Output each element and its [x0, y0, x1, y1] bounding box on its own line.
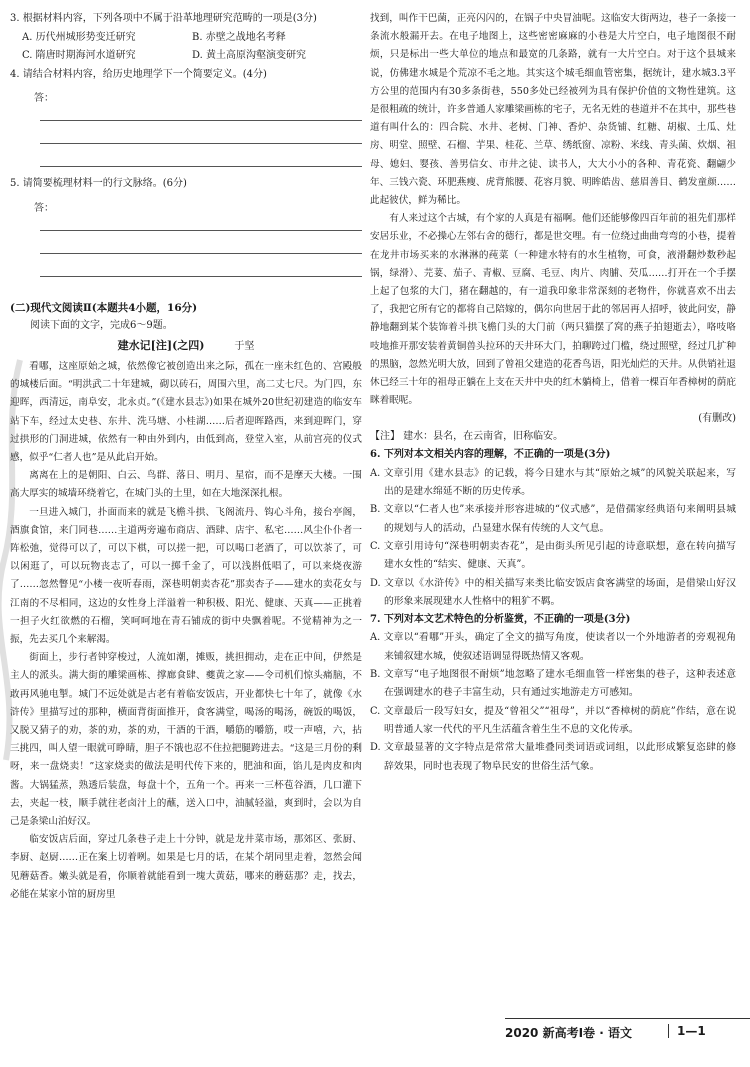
q5-answer-line[interactable]	[40, 254, 362, 277]
footer-exam-label: 2020 新高考Ⅰ卷 · 语文	[505, 1026, 632, 1040]
reading-instruction: 阅读下面的文字，完成6～9题。	[30, 319, 173, 331]
left-column	[10, 10, 362, 904]
q7-option-a: A. 文章以“看哪”开头，确定了全文的描写角度，使读者以一个外地游者的旁观视角来铺叙建水城，使叙述语调显得既热情又客观。	[370, 632, 736, 662]
question-3: 3. 根据材料内容，下列各项中不属于沿革地理研究范畴的一项是(3分)	[10, 13, 317, 24]
q6-option-b: B. 文章以“仁者人也”来承接并形容进城的“仪式感”，是借孺家经典语句来阐明县城的规划与人的活动，凸显建水保有传统的人文气息。	[370, 504, 736, 534]
source-note: (有删改)	[698, 413, 736, 425]
footnote: 【注】 建水：县名，在云南省，旧称临安。	[370, 431, 564, 443]
q3-option-c: C. 隋唐时期海河水道研究	[22, 50, 136, 61]
q5-answer-line[interactable]	[40, 231, 362, 254]
right-column	[370, 10, 736, 776]
q4-answer-line[interactable]	[40, 121, 362, 144]
article-paragraph: 看哪，这座原始之城，依然像它被创造出来之际，孤在一座未红色的、宫殿般的城楼后面。“明洪武二十年建城，砌以砖石，周围六里，高二丈七尺。为门四，东迎晖，西清远，南阜安，北永贞。”(《建水县志》)如果在城外20世纪初建造的临安车站下车，经过太史巷、东井、洗马塘、小桂湖……后者迎晖路西，来到迎晖门，穿过拱形的门洞进城，依然有一种由外到内，由低到高，登堂入室，从前宫亮的仪式感，似乎“仁者人也”是从此启开始。	[10, 361, 362, 464]
article-paragraph: 离离在上的是朝阳、白云、鸟群、落日、明月、星宿，而不是摩天大楼。一围高大厚实的城墙环绕着它，在城门头的土里，如在大地深深扎根。	[10, 470, 362, 500]
q5-answer-label: 答：	[34, 202, 54, 214]
q4-answer-line[interactable]	[40, 144, 362, 167]
q5-answer-line[interactable]	[40, 208, 362, 231]
article-paragraph: 一旦进入城门，扑面而来的就是飞檐斗拱、飞阁流丹、钩心斗角，接台亭阁，酒旗食馆，来门同巷……主道两旁遍布商店、酒肆、店宇、私宅……风尘仆仆者一阵松弛，觉得可以了，可以下棋，可以搓一把，可以喝口老酒了，可以饮茶了，可以闲逛了，可以玩物丧志了，可以一掷千金了，可以浅斟低唱了，可以来烧夜游了……忽然瞥见“小楼一夜听春雨，深巷明朝卖杏花”那卖杏子——建水的卖花女与江南的不尽相同，这边的女性身上洋溢着一种积极、阳光、健康、天真——正挑着一担子火红欲燃的石榴，笑呵呵地在青石铺成的街中央飘着呢。不觉精神为之一振，先去买几个来解渴。	[10, 506, 362, 646]
q3-options-row1	[10, 29, 362, 48]
q6-option-a: A. 文章引用《建水县志》的记载，将今日建水与其“原始之城”的风貌关联起来，写出的是建水绵延不断的历史传承。	[370, 467, 736, 498]
q6-option-d: D. 文章以《水浒传》中的相关描写来类比临安饭店食客满堂的场面，是借梁山好汉的形象来展现建水人性格中的粗犷不羁。	[370, 577, 736, 607]
article-title: 建水记[注](之四)	[117, 339, 205, 352]
footer-page-number: 1—1	[668, 1024, 706, 1038]
footer-rule	[505, 1018, 750, 1019]
question-4: 4. 请结合材料内容，给历史地理学下一个简要定义。(4分)	[10, 68, 267, 80]
q3-option-d: D. 黄土高原沟壑演变研究	[192, 50, 307, 61]
page-footer	[0, 1010, 750, 1050]
article-paragraph: 找到，叫作干巴菌，正亮闪闪的，在锅子中央冒油呢。这临安大街两边，巷子一条接一条流水般漏开去。在电子地图上，这些密密麻麻的小巷是大片空白，电子地图很不耐烦，只是标出一些大单位的地点和最宽的几条路，就有一大片空白。对于这个县城来说，仿佛建水城是个荒凉不毛之地。其实这个城毛细血管密集，据统计，建水城3.3平方公里的范围内有30多条街巷，550多处已经被列为具有保护价值的文物性建筑。这是很粗疏的统计，许多普通人家雕梁画栋的宅子，无名无姓的巷道并不在其中，那些巷道有叫什么的：四合院、水井、老树、门神、香炉、杂货铺、红糖、胡椒、土瓜、灶房、明堂、照壁、石榴、芋果、桂花、兰草、绣纸窗、凉粉、米线、青头菌、炊烟、祖母、媳妇、婴孩、善男信女、市井之徒、读书人，大大小小的各种、青花瓷、翻翩少年、三钱六瓷、环肥燕瘦、虎背熊腰、花容月貌、明眸皓齿、慈眉善目、鹤发童颜……此起彼伏，鲜为稀比。	[370, 13, 736, 207]
question-5: 5. 请简要梳理材料一的行文脉络。(6分)	[10, 178, 187, 189]
question-7: 7. 下列对本文艺术特色的分析鉴赏，不正确的一项是(3分)	[370, 614, 631, 626]
q4-answer-line[interactable]	[40, 98, 362, 121]
article-paragraph: 有人来过这个古城，有个家的人真是有福啊。他们还能够像四百年前的祖先们那样安居乐业，不必操心左邻右舍的德行，都是世交哩。有一位绕过曲曲弯弯的小巷，提着在龙井市场买来的水淋淋的莼菜（一种建水特有的水生植物，可食，液滑翻炒数秒起锅，绿滑）、芫荽、茄子、青椒、豆腐、毛豆、肉片、肉脯、芡瓜……打开在一个手摆上起了包浆的大门，猪在翻越的，有一道我印象非常深刻的老物件，你就喜欢不出去了，我把它所有它的都将自己陪嫁的，偶尔向世居于此的邻居再人招呼，彼此问安，静静地翻到某个装饰着斗拱飞檐门头的大门前（两只猫摆了窝的燕子拍翅逝去），咯吱咯吱地推开那安装着黄铜兽头拉环的天井环大门，拍聊跨过门槛，绕过照壁，经过几扩种的黑脑，忽然光明大放，回到了曾祖父建造的花香鸟语，阳光灿烂的天井。从供销社退休已经三十年的祖母正躺在上支在天井中央的红木躺椅上，借着一棵百年香樟树的荫庇眯着眠呢。	[370, 213, 736, 407]
q3-option-a: A. 历代州城形势变迁研究	[22, 31, 136, 43]
question-6: 6. 下列对本文相关内容的理解，不正确的一项是(3分)	[370, 449, 611, 461]
q4-answer-label: 答：	[34, 93, 54, 104]
q7-option-b: B. 文章写“电子地图很不耐烦”地忽略了建水毛细血管一样密集的巷子，这种表述意在强调建水的巷子丰富生动，只有通过实地游走方可感知。	[370, 669, 736, 699]
article-paragraph: 街面上，步行者钟穿梭过，人流如潮，摊贩，挑担拥动，走在正中间，伊然是主人的派头。满大街的雕梁画栋、撑廊食肆、夔黄之家——令司机们惊头痛脑，不敢再风驰电掣。城门不远处就是古老有着临安饭店，开业都快七十年了，就像《水浒传》里描写过的那种，横面背街面推开，食客满堂，喝汤的喝汤，碗饭的喝饭，又脱又猜子的劝，茶的劝，茶的劝，干酒的干酒，嚼筋的嚼筋，哎一声嘻，六，拈三挑四，叫人望一眼就可睁睛，胆子不饿也忍不住拉把腿跨进去。“这是三月份的剩呀，来一盘烧卖！”这家烧卖的做法是明代传下来的，肥油和面，馅儿是肉皮和肉酱。大锅猛蒸，熟透后装盘，每盘十个，五角一个。再来一三杯苞谷酒，几口灌下去，夹起一枝，顺手就往老卤汁上的蘸，送入口中，油腻轻溢，爽到时，会以为自己是条梁山泊好汉。	[10, 652, 362, 828]
article-author: 于坚	[234, 341, 255, 352]
q7-option-d: D. 文章最显著的文字特点是常常大量堆叠同类词语或词组，以此形成繁复恣肆的修辞效果，同时也表现了物阜民安的世俗生活气象。	[370, 742, 736, 772]
q3-options-row2	[10, 47, 362, 66]
q7-option-c: C. 文章最后一段写妇女，提及“曾祖父”“祖母”，并以“香樟树的荫庇”作结，意在说明普通人家一代代的平凡生活蕴含着生生不息的文化传承。	[370, 705, 736, 735]
article-title-block	[10, 337, 362, 356]
q6-option-c: C. 文章引用诗句“深巷明朝卖杏花”，是由街头所见引起的诗意联想，意在转向描写建水女性的“结实、健康、天真”。	[370, 540, 736, 571]
article-paragraph: 临安饭店后面，穿过几条巷子走上十分钟，就是龙井菜市场，那郊区、张厨、李厨、赵厨……正在案上切着咧。如果是七月的话，在某个胡同里走着，忽然会闻见蘑菇香。嫩头就是看，你顺着就能看到一塊大黄菇，哪来的蘑菇那？走，找去，必能在某家小馆的厨房里	[10, 834, 362, 900]
section-heading: (二)现代文阅读Ⅱ(本题共4小题，16分)	[10, 301, 198, 314]
q3-option-b: B. 赤壁之战地名考释	[192, 31, 286, 43]
